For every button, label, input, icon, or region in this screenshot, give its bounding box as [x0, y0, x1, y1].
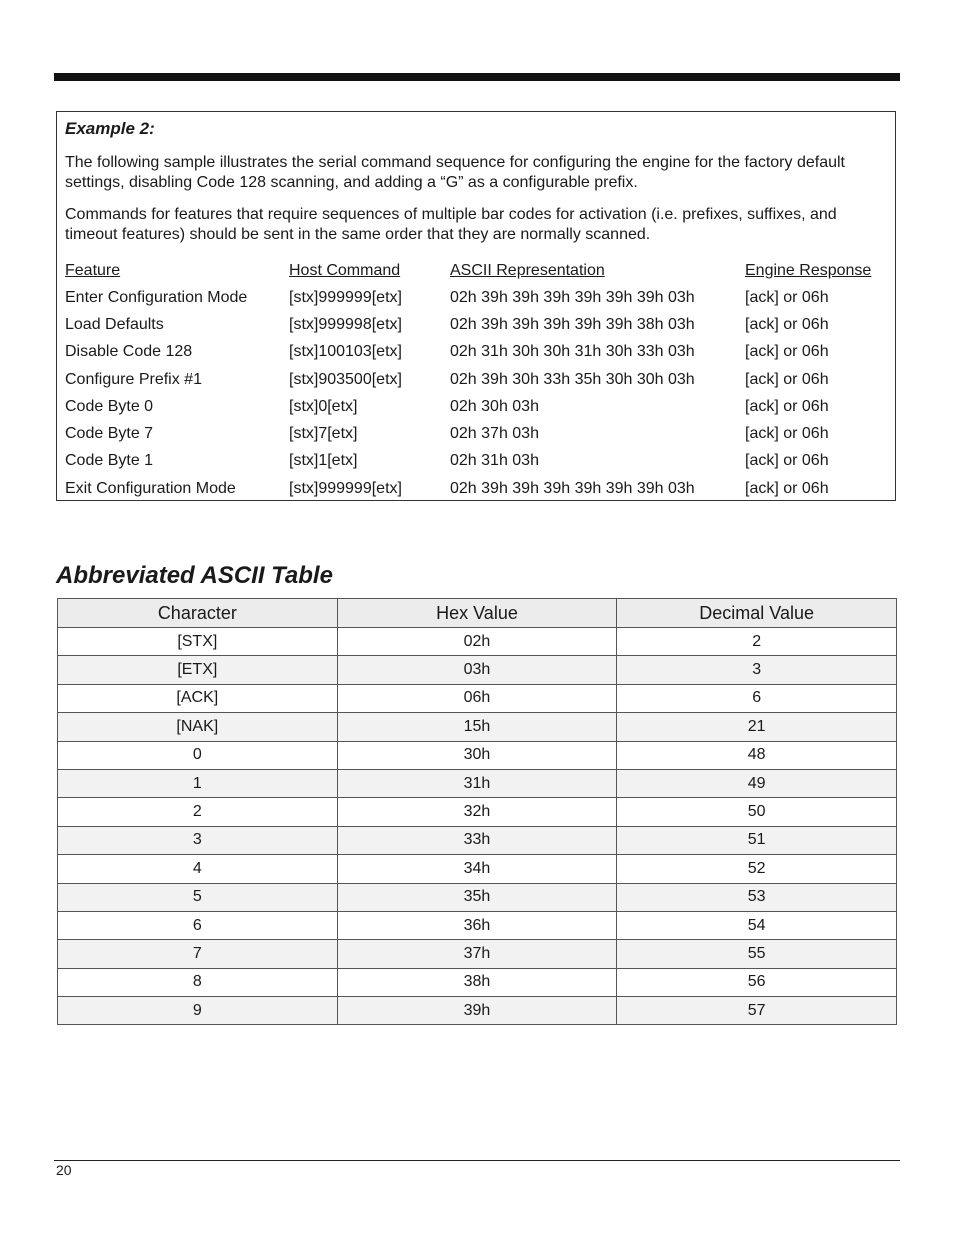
decimal-value-cell: 51 — [617, 826, 897, 854]
hex-value-cell: 35h — [337, 883, 617, 911]
host-command-cell: [stx]1[etx] — [289, 452, 358, 470]
ascii-representation-cell: 02h 39h 39h 39h 39h 39h 39h 03h — [450, 479, 695, 497]
command-table-row — [65, 311, 889, 338]
character-cell: 7 — [58, 940, 338, 968]
table-row — [58, 769, 897, 797]
command-table-row — [65, 366, 889, 393]
host-command-cell: [stx]999999[etx] — [289, 288, 402, 306]
top-rule — [54, 73, 900, 81]
host-command-cell: [stx]999998[etx] — [289, 315, 402, 333]
example-title: Example 2: — [65, 119, 155, 138]
engine-response-cell: [ack] or 06h — [745, 425, 829, 443]
character-cell: 6 — [58, 911, 338, 939]
command-table-row — [65, 284, 889, 311]
ascii-representation-cell: 02h 39h 30h 33h 35h 30h 30h 03h — [450, 370, 695, 388]
feature-cell: Code Byte 0 — [65, 397, 154, 415]
header-ascii-representation: ASCII Representation — [450, 261, 605, 279]
table-row — [58, 684, 897, 712]
decimal-value-cell: 50 — [617, 798, 897, 826]
character-cell: [NAK] — [58, 713, 338, 741]
command-table — [65, 257, 889, 502]
header-decimal-value: Decimal Value — [617, 599, 897, 628]
character-cell: 5 — [58, 883, 338, 911]
host-command-cell: [stx]100103[etx] — [289, 343, 402, 361]
engine-response-cell: [ack] or 06h — [745, 370, 829, 388]
ascii-representation-cell: 02h 31h 03h — [450, 452, 539, 470]
decimal-value-cell: 6 — [617, 684, 897, 712]
character-cell: 4 — [58, 855, 338, 883]
character-cell: [ETX] — [58, 656, 338, 684]
engine-response-cell: [ack] or 06h — [745, 288, 829, 306]
table-row — [58, 656, 897, 684]
host-command-cell: [stx]903500[etx] — [289, 370, 402, 388]
character-cell: 3 — [58, 826, 338, 854]
feature-cell: Enter Configuration Mode — [65, 288, 248, 306]
table-row — [58, 826, 897, 854]
ascii-representation-cell: 02h 39h 39h 39h 39h 39h 39h 03h — [450, 288, 695, 306]
header-feature: Feature — [65, 261, 121, 279]
character-cell: 0 — [58, 741, 338, 769]
ascii-table — [57, 598, 897, 1025]
character-cell: 2 — [58, 798, 338, 826]
feature-cell: Code Byte 7 — [65, 425, 154, 443]
hex-value-cell: 30h — [337, 741, 617, 769]
table-row — [58, 741, 897, 769]
host-command-cell: [stx]999999[etx] — [289, 479, 402, 497]
ascii-table-header-row — [58, 599, 897, 628]
host-command-cell: [stx]0[etx] — [289, 397, 358, 415]
engine-response-cell: [ack] or 06h — [745, 343, 829, 361]
decimal-value-cell: 55 — [617, 940, 897, 968]
character-cell: 9 — [58, 997, 338, 1025]
command-table-row — [65, 448, 889, 475]
character-cell: [ACK] — [58, 684, 338, 712]
decimal-value-cell: 53 — [617, 883, 897, 911]
feature-cell: Load Defaults — [65, 315, 164, 333]
decimal-value-cell: 2 — [617, 628, 897, 656]
command-table-row — [65, 420, 889, 447]
hex-value-cell: 31h — [337, 769, 617, 797]
header-host-command: Host Command — [289, 261, 401, 279]
decimal-value-cell: 54 — [617, 911, 897, 939]
hex-value-cell: 06h — [337, 684, 617, 712]
ascii-representation-cell: 02h 37h 03h — [450, 425, 539, 443]
host-command-cell: [stx]7[etx] — [289, 425, 358, 443]
example-paragraph-2: Commands for features that require sequences of multiple bar codes for activation (i.e. prefixes, suffixes, and timeout features) should be sent in the same order that they are normally scanned. — [65, 206, 837, 243]
engine-response-cell: [ack] or 06h — [745, 397, 829, 415]
ascii-representation-cell: 02h 39h 39h 39h 39h 39h 38h 03h — [450, 315, 695, 333]
hex-value-cell: 02h — [337, 628, 617, 656]
command-table-header — [65, 257, 889, 284]
ascii-representation-cell: 02h 31h 30h 30h 31h 30h 33h 03h — [450, 343, 695, 361]
table-row — [58, 940, 897, 968]
character-cell: [STX] — [58, 628, 338, 656]
page-number: 20 — [56, 1162, 72, 1178]
decimal-value-cell: 56 — [617, 968, 897, 996]
decimal-value-cell: 3 — [617, 656, 897, 684]
example-box — [56, 111, 896, 501]
decimal-value-cell: 21 — [617, 713, 897, 741]
command-table-row — [65, 475, 889, 502]
engine-response-cell: [ack] or 06h — [745, 452, 829, 470]
table-row — [58, 628, 897, 656]
hex-value-cell: 38h — [337, 968, 617, 996]
table-row — [58, 997, 897, 1025]
table-row — [58, 883, 897, 911]
hex-value-cell: 34h — [337, 855, 617, 883]
feature-cell: Configure Prefix #1 — [65, 370, 202, 388]
example-paragraph-1: The following sample illustrates the serial command sequence for configuring the engine for the factory default settings, disabling Code 128 scanning, and adding a “G” as a configurable prefix. — [65, 154, 845, 191]
engine-response-cell: [ack] or 06h — [745, 479, 829, 497]
table-row — [58, 798, 897, 826]
command-table-row — [65, 393, 889, 420]
feature-cell: Disable Code 128 — [65, 343, 193, 361]
ascii-table-title: Abbreviated ASCII Table — [56, 562, 333, 589]
hex-value-cell: 15h — [337, 713, 617, 741]
header-character: Character — [58, 599, 338, 628]
character-cell: 1 — [58, 769, 338, 797]
table-row — [58, 968, 897, 996]
decimal-value-cell: 48 — [617, 741, 897, 769]
header-hex-value: Hex Value — [337, 599, 617, 628]
hex-value-cell: 37h — [337, 940, 617, 968]
decimal-value-cell: 49 — [617, 769, 897, 797]
ascii-representation-cell: 02h 30h 03h — [450, 397, 539, 415]
hex-value-cell: 03h — [337, 656, 617, 684]
table-row — [58, 855, 897, 883]
hex-value-cell: 33h — [337, 826, 617, 854]
hex-value-cell: 36h — [337, 911, 617, 939]
table-row — [58, 911, 897, 939]
header-engine-response: Engine Response — [745, 261, 872, 279]
decimal-value-cell: 52 — [617, 855, 897, 883]
footer-rule — [54, 1160, 900, 1161]
engine-response-cell: [ack] or 06h — [745, 315, 829, 333]
character-cell: 8 — [58, 968, 338, 996]
decimal-value-cell: 57 — [617, 997, 897, 1025]
hex-value-cell: 39h — [337, 997, 617, 1025]
command-table-row — [65, 339, 889, 366]
feature-cell: Code Byte 1 — [65, 452, 154, 470]
table-row — [58, 713, 897, 741]
hex-value-cell: 32h — [337, 798, 617, 826]
feature-cell: Exit Configuration Mode — [65, 479, 236, 497]
